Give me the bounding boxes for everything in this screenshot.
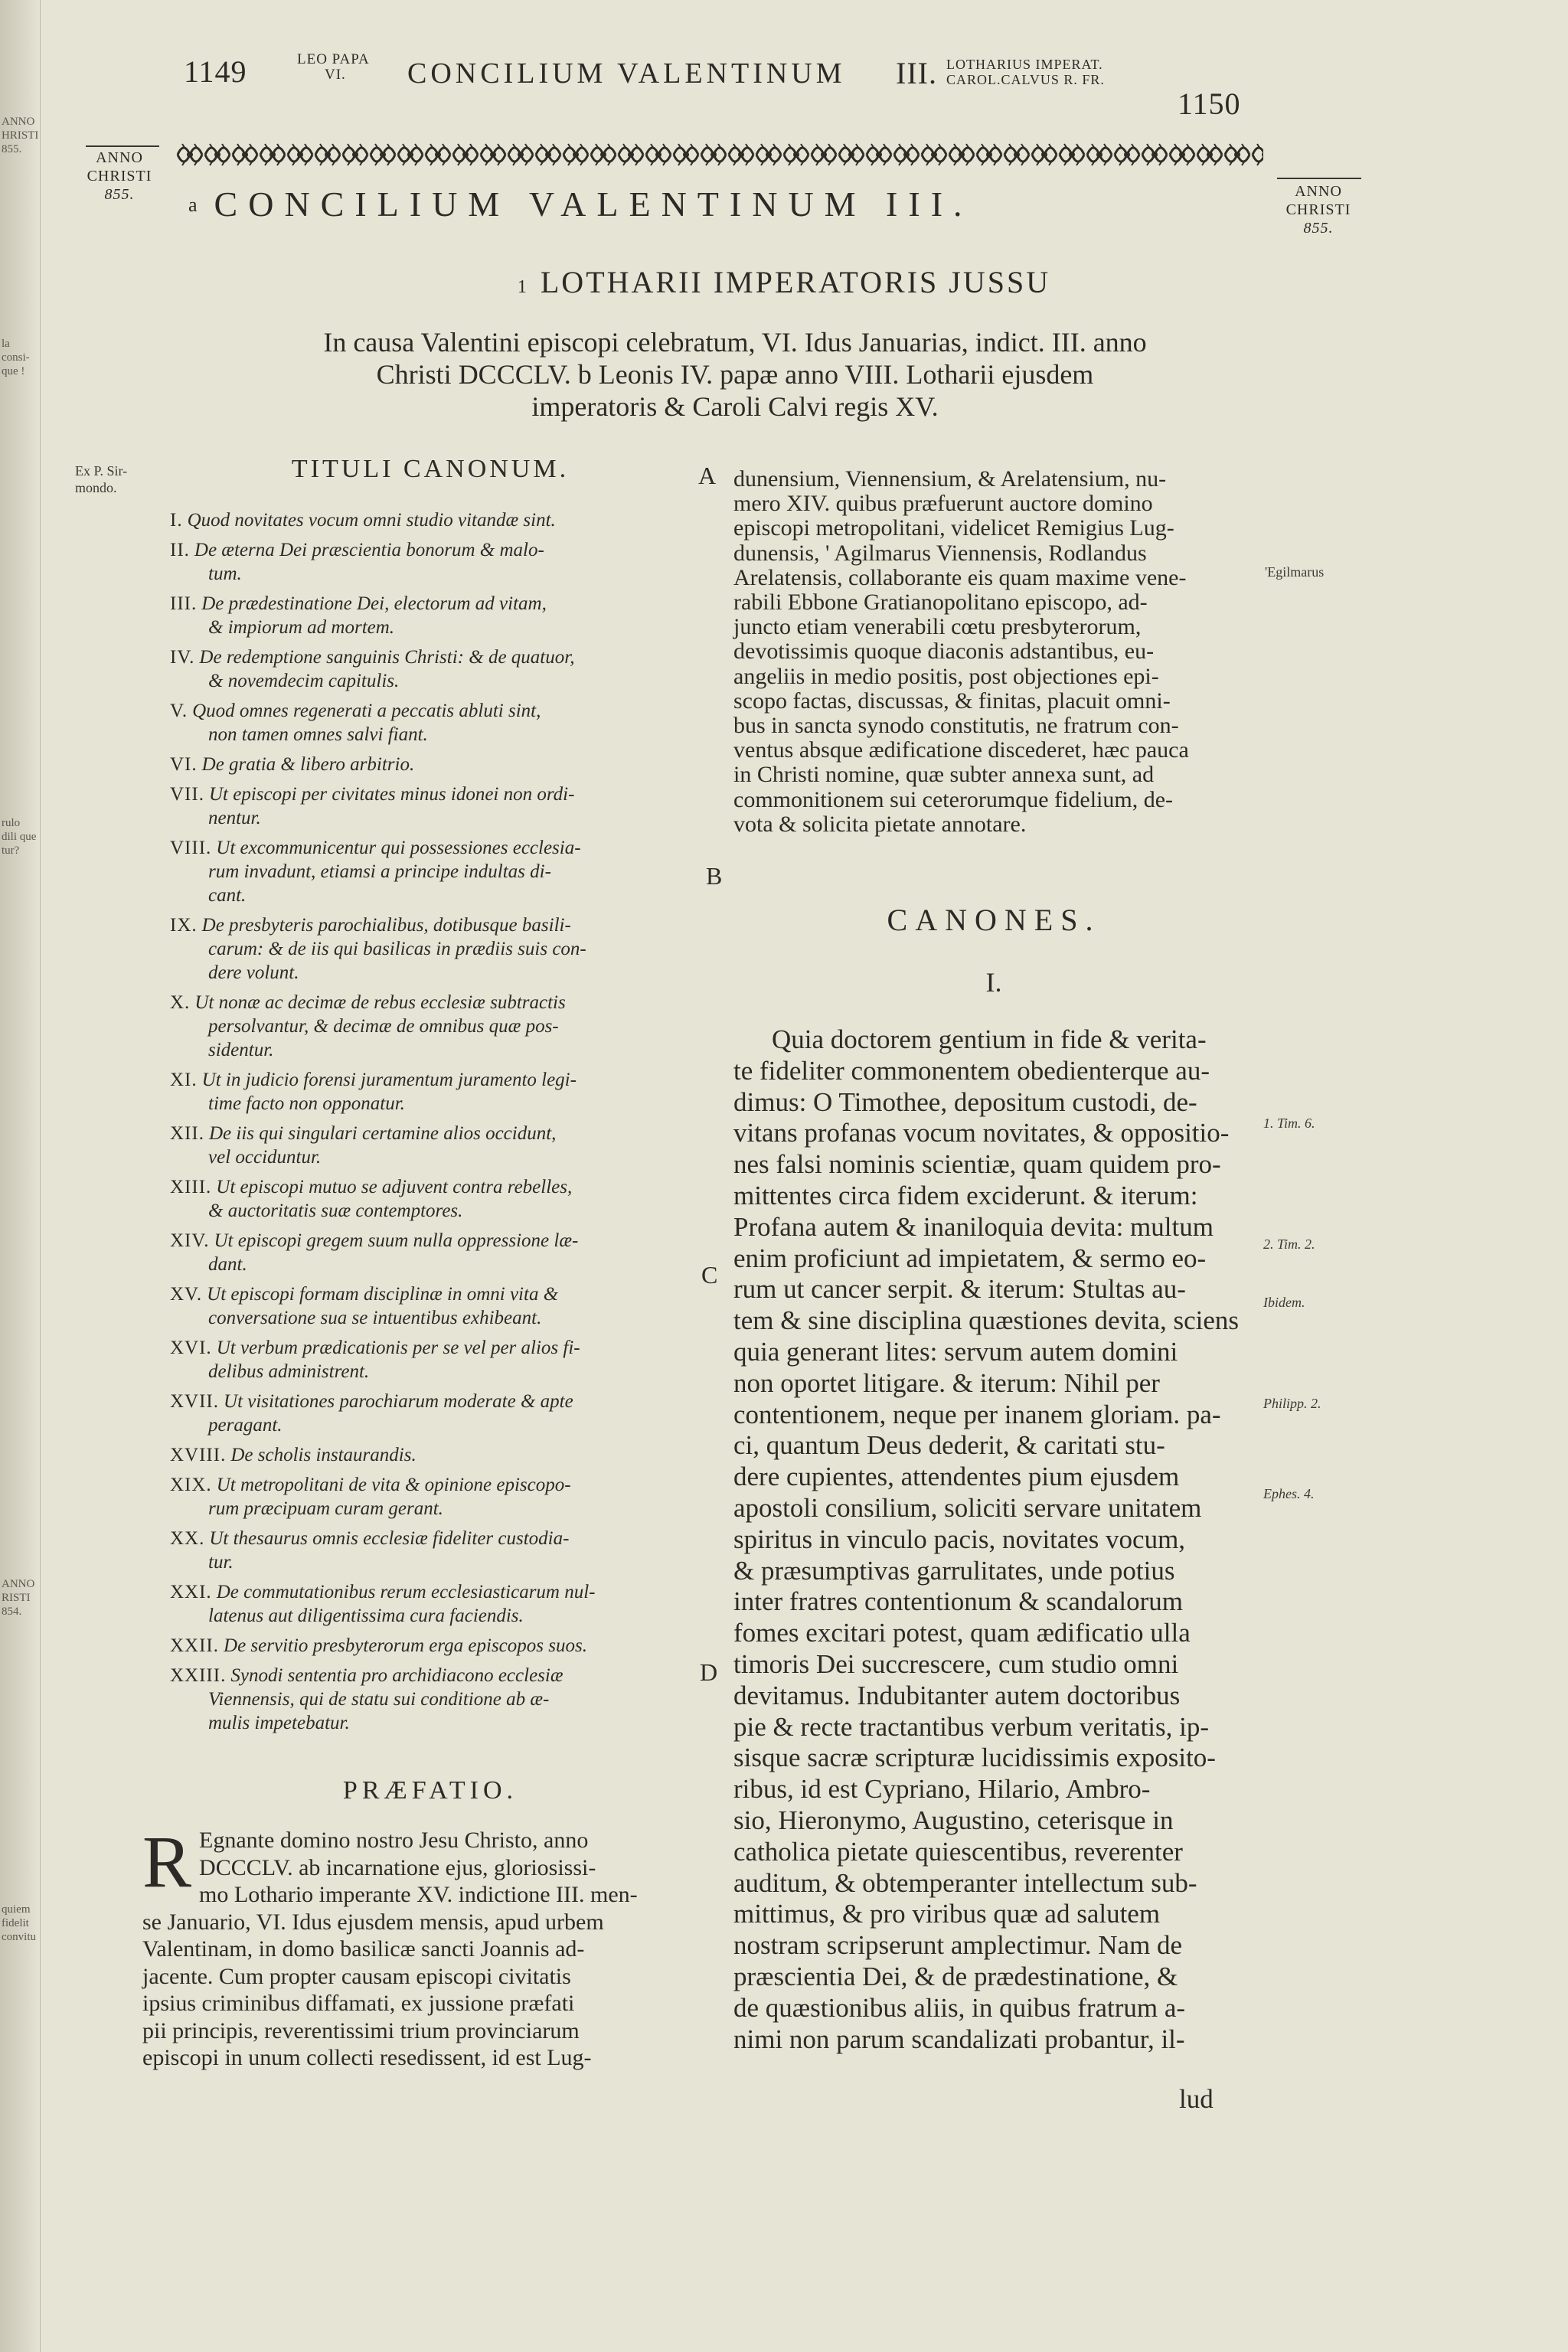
titulus-item: XXI. De commutationibus rerum ecclesiasticarum nul- latenus aut diligentissima cura faciendis. — [170, 1582, 596, 1626]
margin-letter-b: B — [706, 862, 723, 890]
council-title: a CONCILIUM VALENTINUM III. — [188, 185, 973, 224]
titulus-item: XXIII. Synodi sententia pro archidiacono ecclesiæ Viennensis, qui de statu sui conditione ab æ- mulis impetebatur. — [170, 1665, 564, 1733]
titulus-item: XII. De iis qui singulari certamine alios occidunt, vel occiduntur. — [170, 1123, 557, 1168]
ref-ephes-4: Ephes. 4. — [1263, 1486, 1315, 1501]
bleed-anno-2: ANNO RISTI 854. — [2, 1578, 35, 1618]
facing-page-edge — [0, 0, 41, 2352]
note-a: a — [188, 194, 198, 216]
subtitle-line-1: In causa Valentini episcopi celebratum, VI. Idus Januarias, indict. III. anno — [323, 327, 1147, 358]
titulus-item: VI. De gratia & libero arbitrio. — [170, 754, 415, 775]
titulus-item: XVIII. De scholis instaurandis. — [170, 1445, 416, 1465]
titulus-item: XI. Ut in judicio forensi juramentum juramento legi- time facto non opponatur. — [170, 1070, 577, 1114]
ornamental-headpiece — [176, 136, 1263, 173]
praefatio-continuation: dunensium, Viennensium, & Arelatensium, nu- mero XIV. quibus præfuerunt auctore domino episcopi metropolitani, videlicet Remigius Lug- dunensis, ' Agilmarus Viennensis, Rodlandus Arelatensis, collaborante eis quam maxime vene- rabili Ebbone Gratianopolitano episcopo, ad- juncto etiam venerabili cœtu presbyterorum, devotissimis quoque diaconis adstantibus, eu- angeliis in medio positis, post objectiones epi- scopo factas, discussas, & finitas, placuit omni- bus in sancta synodo constitutis, ne fratrum con- ventus absque ædificatione discederet, hæc pauca in Christi nomine, quæ subter annexa sunt, ad commonitionem sui ceterorumque fidelium, de- vota & solicita pietate annotare. — [733, 466, 1189, 837]
titulus-item: III. De prædestinatione Dei, electorum ad vitam, & impiorum ad mortem. — [170, 593, 547, 638]
header-title-number: III. — [896, 56, 937, 90]
anno-left-rule — [86, 145, 159, 147]
bleed-anno: ANNO HRISTI 855. — [2, 116, 39, 155]
header-lotharius: LOTHARIUS IMPERAT. CAROL.CALVUS R. FR. — [946, 57, 1105, 87]
anno-christi-left: ANNO CHRISTI 855. — [87, 149, 152, 203]
canon-number-i: I. — [985, 967, 1002, 998]
titulus-item: V. Quod omnes regenerati a peccatis abluti sint, non tamen omnes salvi fiant. — [170, 701, 541, 745]
bleed-note-2: rulo dili que tur? — [2, 817, 37, 857]
page-number-right: 1150 — [1178, 87, 1241, 121]
margin-letter-c: C — [701, 1261, 718, 1289]
bleed-note-3: quiem fidelit convitu — [2, 1903, 36, 1943]
bleed-note-1: la consi- que ! — [2, 338, 30, 377]
titulus-item: XIV. Ut episcopi gregem suum nulla oppressione læ- dant. — [170, 1230, 579, 1275]
titulus-item: XIX. Ut metropolitani de vita & opinione episcopo- rum præcipuam curam gerant. — [170, 1475, 571, 1519]
header-title: CONCILIUM VALENTINUM — [407, 57, 846, 90]
margin-letter-a: A — [698, 462, 717, 489]
ref-ibidem: Ibidem. — [1263, 1295, 1305, 1310]
subtitle-line-3: imperatoris & Caroli Calvi regis XV. — [531, 391, 939, 422]
titulus-item: XVII. Ut visitationes parochiarum moderate & apte peragant. — [170, 1391, 573, 1436]
canon-i-text: Quia doctorem gentium in fide & verita- te fideliter commonentem obedienterque au- dimus: O Timothee, depositum custodi, de- vitans profanas vocum novitates, & oppositio- nes falsi nominis scientiæ, quam quidem pro- mittentes circa fidem exciderunt. & iterum: Profana autem & inaniloquia devita: multum enim proficiunt ad impietatem, & sermo eo- rum ut cancer serpit. & iterum: Stultas au- tem & sine disciplina quæstiones devita, sciens quia generant lites: servum autem domini non oportet litigare. & iterum: Nihil per contentionem, neque per inanem gloriam. pa- ci, quantum Deus dederit, & caritati stu- dere cupientes, attendentes pium ejusdem apostoli consilium, soliciti servare unitatem spiritus in vinculo pacis, novitates vocum, & præsumptivas garrulitates, unde potius inter fratres contentionum & scandalorum fomes excitari potest, quam ædificatio ulla timoris Dei succrescere, cum studio omni devitamus. Indubitanter autem doctoribus pie & recte tractantibus verbum veritatis, ip- sisque sacræ scripturæ lucidissimis exposito- ribus, id est Cypriano, Hilario, Ambro- sio, Hieronymo, Augustino, ceterisque in catholica pietate quiescentibus, reverenter auditum, & obtemperanter intellectum sub- mittimus, & pro viribus quæ ad salutem nostram scripserunt amplectimur. Nam de præscientia Dei, & de prædestinatione, & de quæstionibus aliis, in quibus fratrum a- nimi non parum scandalizati probantur, il- — [733, 1024, 1240, 2054]
praefatio-dropcap: R — [142, 1821, 192, 1903]
anno-christi-right: ANNO CHRISTI 855. — [1285, 183, 1351, 237]
titulus-item: VIII. Ut excommunicentur qui possessiones ecclesia- rum invadunt, etiamsi a principe indultas di- cant. — [170, 838, 581, 906]
praefatio-heading: PRÆFATIO. — [342, 1776, 518, 1805]
titulus-item: XX. Ut thesaurus omnis ecclesiæ fideliter custodia- tur. — [170, 1528, 570, 1573]
anno-right-rule — [1277, 178, 1361, 179]
titulus-item: XV. Ut episcopi formam disciplinæ in omni vita & conversatione sua se intuentibus exhibeant. — [170, 1284, 559, 1328]
praefatio-text: R Egnante domino nostro Jesu Christo, anno DCCCLV. ab incarnatione ejus, gloriosissi- mo Lothario imperante XV. indictione III. men- se Januario, VI. Idus ejusdem mensis, apud urbem Valentinam, in domo basilicæ sancti Joannis ad- jacente. Cum propter causam episcopi civitatis ipsius criminibus diffamati, ex jussione præfati pii principis, reverentissimi trium provinciarum episcopi in unum collecti resedissent, id est Lug- — [142, 1821, 638, 2070]
titulus-item: XIII. Ut episcopi mutuo se adjuvent contra rebelles, & auctoritatis suæ contemptores. — [170, 1177, 573, 1221]
ref-philipp-2: Philipp. 2. — [1263, 1396, 1321, 1411]
ref-2-tim-2: 2. Tim. 2. — [1263, 1236, 1315, 1252]
canones-heading: CANONES. — [887, 903, 1101, 937]
titulus-item: II. De æterna Dei præscientia bonorum & malo- tum. — [170, 540, 544, 584]
ref-1-tim-6: 1. Tim. 6. — [1263, 1116, 1315, 1131]
note-1: 1 — [517, 277, 527, 297]
subtitle-line-2: Christi DCCCLV. b Leonis IV. papæ anno VIII. Lotharii ejusdem — [376, 359, 1094, 390]
egilmarus-note: 'Egilmarus — [1265, 564, 1325, 580]
titulus-item: X. Ut nonæ ac decimæ de rebus ecclesiæ subtractis persolvantur, & decimæ de omnibus quæ pos- sidentur. — [170, 992, 566, 1060]
titulus-item: I. Quod novitates vocum omni studio vitandæ sint. — [170, 510, 556, 531]
catchword: lud — [1179, 2084, 1214, 2114]
titulus-item: VII. Ut episcopi per civitates minus idonei non ordi- nentur. — [170, 784, 575, 828]
titulus-item: XVI. Ut verbum prædicationis per se vel per alios fi- delibus administrent. — [170, 1338, 580, 1382]
titulus-item: XXII. De servitio presbyterorum erga episcopos suos. — [170, 1635, 587, 1656]
margin-letter-d: D — [700, 1658, 718, 1686]
titulus-item: IX. De presbyteris parochialibus, dotibusque basili- carum: & de iis qui basilicas in prædiis suis con- dere volunt. — [170, 915, 586, 983]
titulus-item: IV. De redemptione sanguinis Christi: & de quatuor, & novemdecim capitulis. — [170, 647, 575, 691]
header-leo-papa: LEO PAPA VI. — [297, 51, 370, 83]
page-number-left: 1149 — [184, 54, 247, 89]
council-subtitle: 1 LOTHARII IMPERATORIS JUSSU — [517, 265, 1051, 299]
ex-p-sirmondo-note: Ex P. Sir- mondo. — [75, 463, 128, 495]
tituli-canonum-heading: TITULI CANONUM. — [291, 455, 570, 483]
ornament-band-graphic — [176, 136, 1263, 173]
